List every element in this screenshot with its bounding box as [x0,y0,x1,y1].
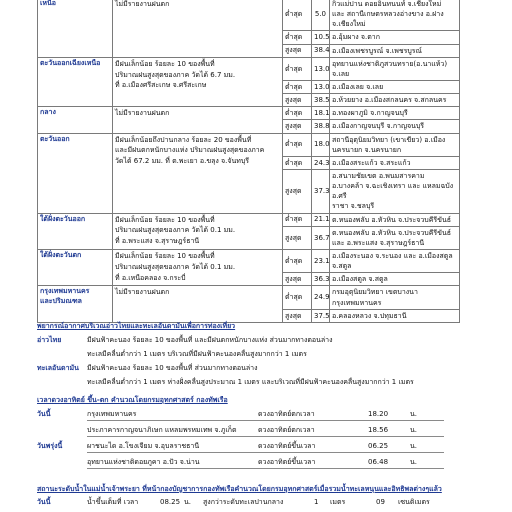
weather-row [38,249,460,272]
temperature-value: 18.1 [312,107,330,120]
sun-times-title: เวลาดวงอาทิตย์ ขึ้น-ตก คำนวณโดยกรมอุทกศาสตร์ กองทัพเรือ [37,396,228,404]
temperature-value: 10.5 [312,31,330,44]
water-part-3: สูงกว่าระดับทะเลปานกลาง [203,498,284,506]
temperature-type: สูงสุด [283,94,312,107]
water-part-0: น้ำขึ้นเต็มที่ เวลา [87,498,139,506]
location-line: ราชา จ.ชลบุรี [332,202,375,211]
region-name: ตะวันออกเฉียงเหนือ [38,57,113,107]
water-meters-unit: เมตร [330,498,346,506]
sun-time: 18.20 [368,410,389,418]
location-line: ต.หนองพลับ อ.หัวหิน จ.ประจวบคีรีขันธ์ [332,215,452,224]
region-rain-description: ไม่มีรายงานฝนตก [113,286,283,322]
rain-description-line: ที่ อ.เหนือคลอง จ.กระบี่ [115,273,186,282]
temperature-location [330,57,460,80]
sun-time-unit: น. [410,410,418,418]
rain-description-line: ปริมาณฝนสูงสุดของภาค วัดได้ 0.1 มม. [115,262,236,271]
temperature-location [330,309,460,322]
sun-event: ดวงอาทิตย์ตกเวลา [258,426,315,434]
temperature-value: 36.7 [312,226,330,249]
temperature-value: 21.1 [312,213,330,226]
temperature-location [330,94,460,107]
temperature-location [330,31,460,44]
water-today-label: วันนี้ [37,498,51,506]
sun-time-unit: น. [410,442,418,450]
sun-row-divider [87,420,444,421]
temperature-location [330,107,460,120]
location-line: และ สถานีเกษตรหลวงอ่างขาง อ.ฝาง จ.เชียงใหม่ [332,10,444,29]
rain-description-line: วัดได้ 67.2 มม. ที่ ต.พะเยา อ.ขลุง จ.จันทบุรี [115,157,250,166]
sun-time-row [0,410,512,420]
rain-description-line: มีฝนเล็กน้อย ร้อยละ 10 ของพื้นที่ [115,215,215,224]
weather-row [38,213,460,226]
location-line: อ.เมืองเลย จ.เลย [332,82,384,91]
sun-time-unit: น. [410,458,418,466]
temperature-location [330,249,460,272]
weather-row [38,107,460,120]
sun-time-row [0,458,512,468]
temperature-value: 37.5 [312,309,330,322]
region-rain-description [113,213,283,249]
gulf-line-2: ทะเลมีคลื่นต่ำกว่า 1 เมตร บริเวณที่มีฝนฟ้าคะนองคลื่นสูงมากกว่า 1 เมตร [87,350,307,358]
sun-event: ดวงอาทิตย์ขึ้นเวลา [258,458,316,466]
rain-description-line: ปริมาณฝนสูงสุดของภาค วัดได้ 6.7 มม. [115,70,236,79]
temperature-type: สูงสุด [283,273,312,286]
location-line: อ.ทองผาภูมิ จ.กาญจนบุรี [332,109,408,118]
temperature-value: 23.1 [312,249,330,272]
location-line: อุทยานแห่งชาติภูสวนทราย(อ.นาแห้ว) จ.เลย [332,59,448,78]
temperature-type: ต่ำสุด [283,80,312,93]
sun-time: 06.25 [368,442,389,450]
sun-time-row [0,426,512,436]
location-line: กรมอุตุนิยมวิทยา เขตบางนา กรุงเทพมหานคร [332,288,418,307]
temperature-type: ต่ำสุด [283,133,312,156]
temperature-type: ต่ำสุด [283,156,312,169]
temperature-location [330,156,460,169]
temperature-location [330,80,460,93]
temperature-type: ต่ำสุด [283,31,312,44]
temperature-value: 38.4 [312,44,330,57]
temperature-value: 38.5 [312,94,330,107]
region-name: เหนือ [38,0,113,57]
temperature-location [330,133,460,156]
region-name-line: กรุงเทพมหานคร [40,287,90,296]
rain-description-line: และมีฝนตกหนักบางแห่ง ปริมาณฝนสูงสุดของภาค [115,146,265,155]
temperature-value: 24.9 [312,286,330,309]
sun-time: 18.56 [368,426,389,434]
region-name: ตะวันออก [38,133,113,213]
temperature-value: 13.0 [312,80,330,93]
regional-weather-table [37,0,460,323]
temperature-type: ต่ำสุด [283,286,312,309]
region-name-line: และปริมณฑล [40,296,82,305]
temperature-value: 38.8 [312,120,330,133]
temperature-location [330,273,460,286]
sun-row-divider [87,468,444,469]
water-cm: 09 [376,498,385,506]
region-name: ใต้ฝั่งตะวันออก [38,213,113,249]
sun-place: ผาชนะได อ.โขงเจียม จ.อุบลราชธานี [87,442,200,450]
location-line: อ.เมืองสตูล จ.สตูล [332,275,388,284]
sun-row-divider [87,452,444,453]
gulf-label: อ่าวไทย [37,336,62,344]
location-line: อ.สนามชัยเขต อ.พนมสารคาม อ.บางคล้า จ.ฉะเชิงเทรา และ แหลมฉบัง อ.ศรี [332,171,454,201]
temperature-type: สูงสุด [283,309,312,322]
temperature-location [330,286,460,309]
location-line: อ.อุ้มผาง จ.ตาก [332,33,380,42]
temperature-value: 18.0 [312,133,330,156]
sun-time: 06.48 [368,458,389,466]
temperature-value: 24.3 [312,156,330,169]
water-cm-unit: เซนติเมตร [398,498,430,506]
rain-description-line: ที่ อ.พระแสง จ.สุราษฎร์ธานี [115,237,200,246]
sun-place: ประภาคารกาญจนาภิเษก แหลมพรหมเทพ จ.ภูเก็ต [87,426,237,434]
temperature-value: 37.3 [312,169,330,213]
water-level-title: สถานะระดับน้ำในแม่น้ำเจ้าพระยา ที่หน้ากองบัญชาการกองทัพเรือคำนวณโดยกรมอุทกศาสตร์เมื่อรวมน้ำทะเลหนุนและอิทธิพลต่างๆแล้ว [37,485,442,493]
rain-description-line: มีฝนเล็กน้อย ร้อยละ 10 ของพื้นที่ [115,59,215,68]
sun-place: กรุงเทพมหานคร [87,410,137,418]
weather-row [38,57,460,80]
andaman-line-1: มีฝนฟ้าคะนอง ร้อยละ 10 ของพื้นที่ ส่วนมากทางตอนล่าง [87,364,258,372]
location-line: อ.คลองหลวง จ.ปทุมธานี [332,311,407,320]
temperature-location [330,0,460,31]
temperature-location [330,120,460,133]
weather-row [38,286,460,309]
water-meters: 1 [314,498,319,506]
location-line: กิ่วแม่ปาน ดอยอินทนนท์ จ.เชียงใหม่ [332,0,442,8]
water-time: 08.25 [160,498,181,506]
temperature-type: ต่ำสุด [283,249,312,272]
temperature-value: 5.0 [312,0,330,31]
temperature-type: สูงสุด [283,226,312,249]
temperature-location [330,226,460,249]
region-name [38,286,113,322]
rain-description-line: มีฝนเล็กน้อย ร้อยละ 10 ของพื้นที่ [115,251,215,260]
temperature-location [330,213,460,226]
sun-time-row [0,442,512,452]
temperature-type: ต่ำสุด [283,0,312,31]
weather-row [38,133,460,156]
weather-row [38,0,460,31]
temperature-value: 36.3 [312,273,330,286]
temperature-location [330,44,460,57]
sun-time-unit: น. [410,426,418,434]
region-name: กลาง [38,107,113,133]
rain-description-line: มีฝนเล็กน้อยถึงปานกลาง ร้อยละ 20 ของพื้นที่ [115,135,252,144]
location-line: อ.ห้วยยาง อ.เมืองสกลนคร จ.สกลนคร [332,96,447,105]
andaman-label: ทะเลอันดามัน [37,364,79,372]
sun-day-label: วันนี้ [37,410,51,418]
sun-day-label: วันพรุ่งนี้ [37,442,63,450]
location-line: อ.เมืองเพชรบูรณ์ จ.เพชรบูรณ์ [332,46,423,55]
water-time-unit: น. [184,498,192,506]
sun-event: ดวงอาทิตย์ตกเวลา [258,410,315,418]
temperature-type: สูงสุด [283,169,312,213]
sea-forecast-title: พยากรณ์อากาศบริเวณอ่าวไทยและทะเลอันดามันเพื่อการท่องเที่ยว [37,322,236,330]
rain-description-line: ที่ อ.เมืองศรีสะเกษ จ.ศรีสะเกษ [115,81,207,90]
temperature-type: สูงสุด [283,44,312,57]
region-name: ใต้ฝั่งตะวันตก [38,249,113,285]
location-line: และ อ.พระแสง จ.สุราษฎร์ธานี [332,238,425,247]
temperature-value: 13.0 [312,57,330,80]
location-line: อ.เมืองสระแก้ว จ.สระแก้ว [332,158,411,167]
temperature-location [330,169,460,213]
region-rain-description: ไม่มีรายงานฝนตก [113,107,283,133]
andaman-line-2: ทะเลมีคลื่นต่ำกว่า 1 เมตร ห่างฝั่งคลื่นสูงประมาณ 1 เมตร และบริเวณที่มีฝนฟ้าคะนองคลื่นสูงมากกว่า 1 เมตร [87,378,414,386]
sun-place: อุทยานแห่งชาติดอยภูคา อ.ปัว จ.น่าน [87,458,200,466]
location-line: อ.เมืองกาญจนบุรี จ.กาญจนบุรี [332,122,425,131]
location-line: สถานีอุตุนิยมวิทยา (เขาเขียว) อ.เมืองนครนายก จ.นครนายก [332,135,446,154]
region-rain-description: ไม่มีรายงานฝนตก [113,0,283,57]
region-rain-description [113,133,283,213]
region-rain-description [113,249,283,285]
sun-row-divider [87,436,444,437]
temperature-type: ต่ำสุด [283,57,312,80]
location-line: อ.เมืองระนอง จ.ระนอง และ อ.เมืองสตูล จ.สตูล [332,251,453,271]
region-rain-description [113,57,283,107]
rain-description-line: ปริมาณฝนสูงสุดของภาค วัดได้ 0.1 มม. [115,226,236,235]
sun-event: ดวงอาทิตย์ขึ้นเวลา [258,442,316,450]
temperature-type: ต่ำสุด [283,107,312,120]
temperature-type: สูงสุด [283,120,312,133]
temperature-type: ต่ำสุด [283,213,312,226]
location-line: ต.หนองพลับ อ.หัวหิน จ.ประจวบคีรีขันธ์ [332,228,452,237]
gulf-line-1: มีฝนฟ้าคะนอง ร้อยละ 10 ของพื้นที่ และมีฝนตกหนักบางแห่ง ส่วนมากทางตอนล่าง [87,336,333,344]
